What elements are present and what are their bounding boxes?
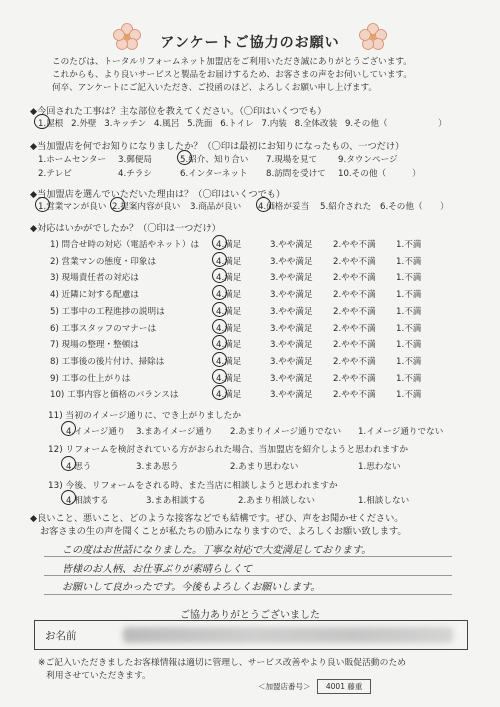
answer-circle bbox=[212, 319, 227, 334]
answer-circle bbox=[212, 285, 227, 300]
answer-circle bbox=[35, 197, 50, 212]
rating-row bbox=[0, 238, 500, 254]
q4-label: ◆対応はいかがでしたか？（〇印は一つだけ） bbox=[30, 223, 221, 234]
rating-item-label: 2) 営業マンの態度・印象は bbox=[50, 256, 157, 267]
store-code bbox=[258, 679, 371, 694]
store-code-label: ＜加盟店番号＞ bbox=[258, 682, 311, 691]
rating-option[interactable]: 4.満足 bbox=[216, 340, 242, 351]
rating-option[interactable]: 1.不満 bbox=[396, 373, 422, 384]
answer-circle bbox=[212, 235, 227, 250]
q2-option[interactable]: 8.訪問を受けて bbox=[266, 169, 326, 179]
q1-option[interactable]: 5.洗面 bbox=[187, 119, 213, 129]
q12-option[interactable]: 2.あまり思わない bbox=[230, 462, 299, 472]
rating-row bbox=[0, 305, 500, 321]
rating-row bbox=[0, 255, 500, 271]
comment-prompt-2: お客さまの生の声を聞くことが私たちの励みになりますので、よろしくお願い致します。 bbox=[40, 526, 407, 537]
rating-option[interactable]: 3.やや満足 bbox=[270, 373, 313, 384]
comment-rule bbox=[44, 556, 452, 557]
intro-line: これからも、より良いサービスと製品をお届けするため、お客さまの声をお伺いしています。 bbox=[52, 70, 412, 80]
rating-option[interactable]: 2.やや不満 bbox=[333, 390, 376, 401]
q1-other-close: ） bbox=[438, 119, 449, 129]
rating-option[interactable]: 1.不満 bbox=[396, 306, 422, 317]
rating-option[interactable]: 3.やや満足 bbox=[270, 356, 313, 367]
q2-other-close: ） bbox=[412, 169, 423, 179]
q3-option[interactable]: 3.商品が良い bbox=[190, 202, 242, 212]
rating-option[interactable]: 1.不満 bbox=[396, 240, 422, 250]
handwritten-comment-line[interactable]: 皆様のお人柄、お仕事ぶりが素晴らしくて bbox=[62, 564, 252, 575]
rating-item-label: 8) 工事後の後片付け、掃除は bbox=[50, 356, 165, 367]
rating-item-label: 1) 問合せ時の対応（電話やネット）は bbox=[50, 240, 200, 250]
rating-row bbox=[0, 372, 500, 388]
q2-option[interactable]: 2.テレビ bbox=[38, 169, 72, 179]
rating-option[interactable]: 4.満足 bbox=[216, 273, 242, 284]
answer-circle bbox=[61, 490, 76, 505]
rating-row bbox=[0, 322, 500, 338]
rating-row bbox=[0, 355, 500, 371]
q2-option[interactable]: 10.その他（ bbox=[338, 169, 387, 179]
rating-item-label: 6) 工事スタッフのマナーは bbox=[50, 323, 157, 334]
q11-option[interactable]: 2.あまりイメージ通りでない bbox=[230, 427, 342, 437]
rating-option[interactable]: 3.やや満足 bbox=[270, 273, 313, 284]
answer-circle bbox=[61, 456, 76, 471]
q1-option[interactable]: 2.外壁 bbox=[71, 119, 97, 129]
q13-label: 13) 今後、リフォームをされる時、また当店に相談しようと思われますか bbox=[48, 481, 338, 491]
q3-option[interactable]: 5.紹介された bbox=[320, 202, 372, 212]
q2-option[interactable]: 6.インターネット bbox=[180, 169, 248, 179]
handwritten-comment-line[interactable]: この度はお世話になりました。丁寧な対応で大変満足しております。 bbox=[62, 545, 372, 556]
rating-option[interactable]: 4.満足 bbox=[216, 306, 242, 317]
comment-rule bbox=[44, 575, 452, 576]
intro-text bbox=[52, 56, 472, 95]
answer-circle bbox=[212, 302, 227, 317]
answer-circle bbox=[34, 114, 50, 129]
rating-row bbox=[0, 288, 500, 304]
rating-option[interactable]: 3.やや満足 bbox=[270, 340, 313, 351]
rating-option[interactable]: 3.やや満足 bbox=[270, 256, 313, 267]
q2-option[interactable]: 4.チラシ bbox=[118, 169, 152, 179]
q1-option[interactable]: 6.トイレ bbox=[220, 119, 254, 129]
rating-option[interactable]: 2.やや不満 bbox=[333, 340, 376, 351]
rating-option[interactable]: 2.やや不満 bbox=[333, 290, 376, 301]
rating-item-label: 7) 現場の整理・整頓は bbox=[50, 340, 139, 351]
rating-option[interactable]: 2.やや不満 bbox=[333, 373, 376, 384]
q2-option[interactable]: 3.郵便局 bbox=[118, 155, 152, 165]
q11-label: 11) 当初のイメージ通りに、でき上がりましたか bbox=[48, 411, 242, 421]
answer-circle bbox=[177, 150, 192, 165]
rating-option[interactable]: 3.やや満足 bbox=[270, 306, 313, 317]
page-title: アンケートご協力のお願い bbox=[160, 35, 340, 51]
rating-option[interactable]: 3.やや満足 bbox=[270, 323, 313, 334]
q13-option[interactable]: 4.相談する bbox=[66, 496, 109, 506]
rating-option[interactable]: 2.やや不満 bbox=[333, 323, 376, 334]
store-code-value: 4001 藤重 bbox=[317, 679, 371, 694]
q3-label: ◆当加盟店を選んでいただいた理由は？（〇印はいくつでも） bbox=[30, 189, 286, 200]
q1-option[interactable]: 8.全体改装 bbox=[294, 119, 338, 129]
answer-circle bbox=[256, 197, 271, 212]
rating-item-label: 10) 工事内容と価格のバランスは bbox=[50, 390, 179, 401]
q11-option[interactable]: 3.まあイメージ通り bbox=[136, 427, 213, 437]
name-field[interactable] bbox=[34, 620, 468, 650]
rating-option[interactable]: 2.やや不満 bbox=[333, 256, 376, 267]
q3-other-close: ） bbox=[440, 202, 451, 212]
intro-line: このたびは、トータルリフォームネット加盟店をご利用いただき誠にありがとうございます。 bbox=[52, 57, 412, 67]
q13-option[interactable]: 1.相談しない bbox=[358, 496, 410, 506]
q2-option[interactable]: 7.現場を見て bbox=[266, 155, 318, 165]
q3-option[interactable]: 2.提案内容が良い bbox=[112, 202, 181, 212]
rating-option[interactable]: 3.やや満足 bbox=[270, 390, 313, 401]
q2-label: ◆当加盟店を何でお知りになりましたか？（〇印は最初にお知りになったもの、一つだけ） bbox=[30, 141, 405, 152]
q11-option[interactable]: 4.イメージ通り bbox=[66, 427, 126, 437]
q1-label: ◆今回された工事は？主な部位を教えてください。（〇印はいくつでも） bbox=[30, 106, 327, 117]
answer-circle bbox=[212, 352, 227, 367]
rating-option[interactable]: 4.満足 bbox=[216, 373, 242, 384]
privacy-note-2: 利用させていただきます。 bbox=[46, 671, 151, 681]
answer-circle bbox=[212, 252, 227, 267]
q1-option[interactable]: 7.内装 bbox=[261, 119, 287, 129]
answer-circle bbox=[212, 369, 227, 384]
rating-option[interactable]: 1.不満 bbox=[396, 290, 422, 301]
q1-option[interactable]: 1.屋根 bbox=[38, 119, 64, 129]
rating-option[interactable]: 3.やや満足 bbox=[270, 290, 313, 301]
q1-option[interactable]: 4.風呂 bbox=[153, 119, 180, 129]
q11-option[interactable]: 1.イメージ通りでない bbox=[358, 427, 444, 437]
rating-option[interactable]: 1.不満 bbox=[396, 356, 422, 367]
rating-option[interactable]: 4.満足 bbox=[216, 390, 242, 401]
intro-line: 何卒、アンケートにご記入いただき、ご投函のほど、よろしくお願い申し上げます。 bbox=[52, 83, 378, 93]
rating-option[interactable]: 1.不満 bbox=[396, 390, 422, 401]
q3-option[interactable]: 4.価格が妥当 bbox=[258, 202, 310, 212]
comment-rule bbox=[44, 594, 452, 595]
rating-item-label: 5) 工事中の工程進捗の説明は bbox=[50, 306, 165, 317]
rating-option[interactable]: 4.満足 bbox=[216, 290, 242, 301]
q2-option[interactable]: 9.タウンページ bbox=[338, 155, 398, 165]
rating-option[interactable]: 3.やや満足 bbox=[270, 240, 313, 250]
name-label: お名前 bbox=[45, 630, 77, 642]
q2-option[interactable]: 1.ホームセンター bbox=[38, 155, 107, 165]
rating-row bbox=[0, 271, 500, 287]
rating-option[interactable]: 2.やや不満 bbox=[333, 306, 376, 317]
thanks-message: ご協力ありがとうございました bbox=[180, 610, 320, 621]
rating-option[interactable]: 1.不満 bbox=[396, 256, 422, 267]
handwritten-comment-line[interactable]: お願いして良かったです。今後もよろしくお願いします。 bbox=[62, 582, 321, 593]
comment-prompt: ◆良いこと、悪いこと、どのような接客などでも結構です。ぜひ、声をお聞かせください。 bbox=[30, 513, 404, 524]
q12-option[interactable]: 1.思わない bbox=[358, 462, 401, 472]
rating-item-label: 9) 工事の仕上がりは bbox=[50, 373, 131, 384]
rating-item-label: 3) 現場責任者の対応は bbox=[50, 273, 139, 284]
q3-option[interactable]: 6.その他（ bbox=[380, 202, 423, 212]
rating-option[interactable]: 2.やや不満 bbox=[333, 356, 376, 367]
rating-option[interactable]: 1.不満 bbox=[396, 340, 422, 351]
q1-option[interactable]: 9.その他（ bbox=[344, 119, 388, 129]
q13-option[interactable]: 2.あまり相談しない bbox=[238, 496, 315, 506]
privacy-note: ※ご記入いただきましたお客様情報は適切に管理し、サービス改善やより良い販促活動のため bbox=[38, 658, 407, 668]
q3-option[interactable]: 1.営業マンが良い bbox=[38, 202, 107, 212]
rating-row bbox=[0, 388, 500, 404]
q12-option[interactable]: 3.まあ思う bbox=[136, 462, 179, 472]
q1-option[interactable]: 3.キッチン bbox=[104, 119, 147, 129]
rating-option[interactable]: 1.不満 bbox=[396, 273, 422, 284]
rating-item-label: 4) 近隣に対する配慮は bbox=[50, 290, 139, 301]
q1-options bbox=[38, 117, 393, 129]
q2-option[interactable]: 5.紹介、知り合い bbox=[180, 155, 249, 165]
rating-option[interactable]: 2.やや不満 bbox=[333, 273, 376, 284]
rating-option[interactable]: 4.満足 bbox=[216, 256, 242, 267]
q13-option[interactable]: 3.まあ相談する bbox=[146, 496, 206, 506]
answer-circle bbox=[61, 421, 76, 436]
q12-label: 12) リフォームを検討されている方がおられた場合、当加盟店を紹介しようと思われますか bbox=[48, 445, 409, 455]
rating-option[interactable]: 2.やや不満 bbox=[333, 240, 376, 250]
rating-option[interactable]: 4.満足 bbox=[216, 356, 242, 367]
rating-option[interactable]: 4.満足 bbox=[216, 240, 242, 250]
answer-circle bbox=[110, 197, 125, 212]
redacted-name bbox=[123, 627, 453, 643]
rating-option[interactable]: 1.不満 bbox=[396, 323, 422, 334]
rating-row bbox=[0, 338, 500, 354]
q12-option[interactable]: 4.思う bbox=[66, 462, 92, 472]
rating-option[interactable]: 4.満足 bbox=[216, 323, 242, 334]
